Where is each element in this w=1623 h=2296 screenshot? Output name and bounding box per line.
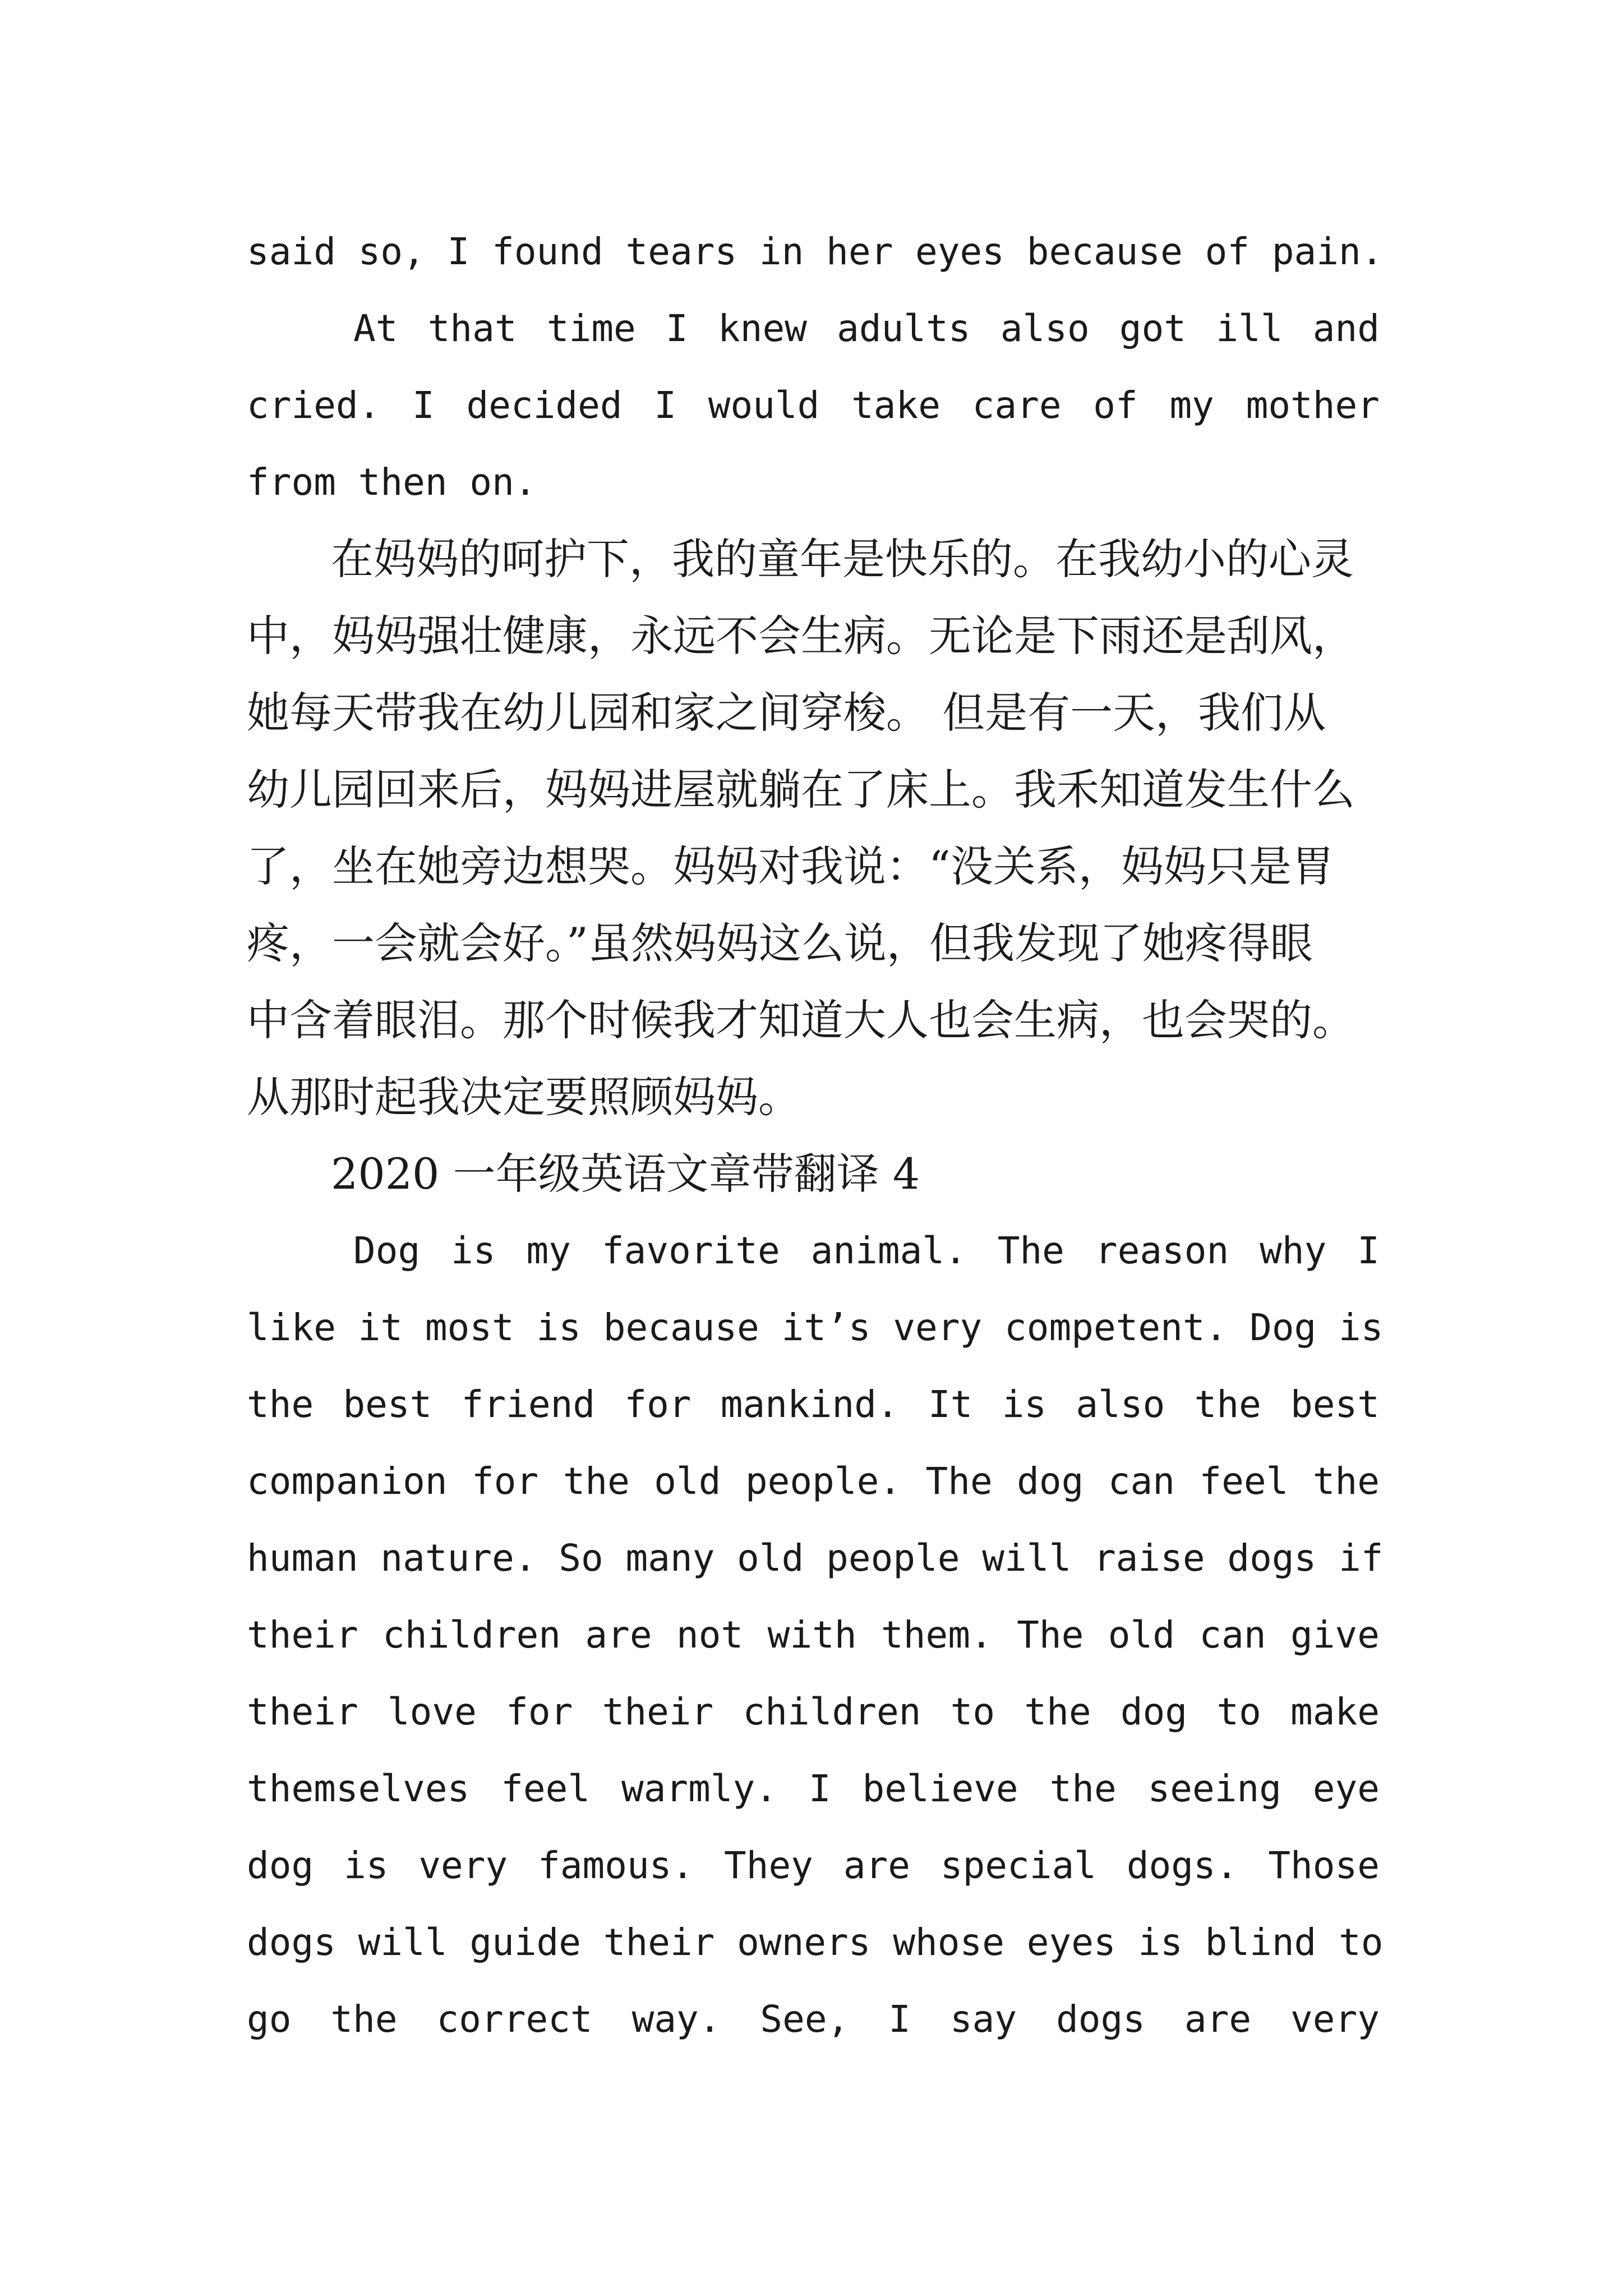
text-line: like it most is because it’s very competent. Dog is xyxy=(247,1306,1384,1349)
text-line: themselves feel warmly. I believe the seeing eye xyxy=(247,1767,1380,1810)
text-line: human nature. So many old people will raise dogs if xyxy=(247,1536,1384,1580)
text-line: 中，妈妈强壮健康，永远不会生病。无论是下雨还是刮风， xyxy=(247,611,1355,661)
text-line: dog is very famous. They are special dogs. Those xyxy=(247,1844,1380,1887)
text-line: go the correct way. See, I say dogs are very xyxy=(247,1998,1380,2041)
document-body xyxy=(247,213,1384,2058)
text-line: companion for the old people. The dog can feel the xyxy=(247,1460,1380,1503)
text-line: from then on. xyxy=(247,461,537,504)
text-line: 幼儿园回来后，妈妈进屋就躺在了床上。我禾知道发生什么 xyxy=(247,765,1355,815)
text-line: 她每天带我在幼儿园和家之间穿梭。 但是有一天，我们从 xyxy=(247,688,1326,738)
text-line: At that time I knew adults also got ill and xyxy=(353,307,1380,350)
text-line: 从那时起我决定要照顾妈妈。 xyxy=(247,1072,801,1122)
text-line: the best friend for mankind. It is also the best xyxy=(247,1383,1380,1426)
text-line: Dog is my favorite animal. The reason why I xyxy=(353,1229,1380,1272)
section-heading: 2020 一年级英语文章带翻译 4 xyxy=(331,1149,920,1199)
text-line: 在妈妈的呵护下，我的童年是快乐的。在我幼小的心灵 xyxy=(331,534,1354,584)
text-line: cried. I decided I would take care of my mother xyxy=(247,384,1380,427)
text-line: their love for their children to the dog to make xyxy=(247,1690,1380,1733)
text-line: 疼，一会就会好。”虽然妈妈这么说，但我发现了她疼得眼 xyxy=(247,918,1313,968)
text-line: 了，坐在她旁边想哭。妈妈对我说：“没关系，妈妈只是胃 xyxy=(247,841,1334,891)
text-line: dogs will guide their owners whose eyes is blind to xyxy=(247,1921,1384,1964)
text-line: said so, I found tears in her eyes because of pain. xyxy=(247,230,1384,273)
text-line: 中含着眼泪。那个时候我才知道大人也会生病，也会哭的。 xyxy=(247,995,1355,1045)
text-line: their children are not with them. The old can give xyxy=(247,1613,1380,1657)
